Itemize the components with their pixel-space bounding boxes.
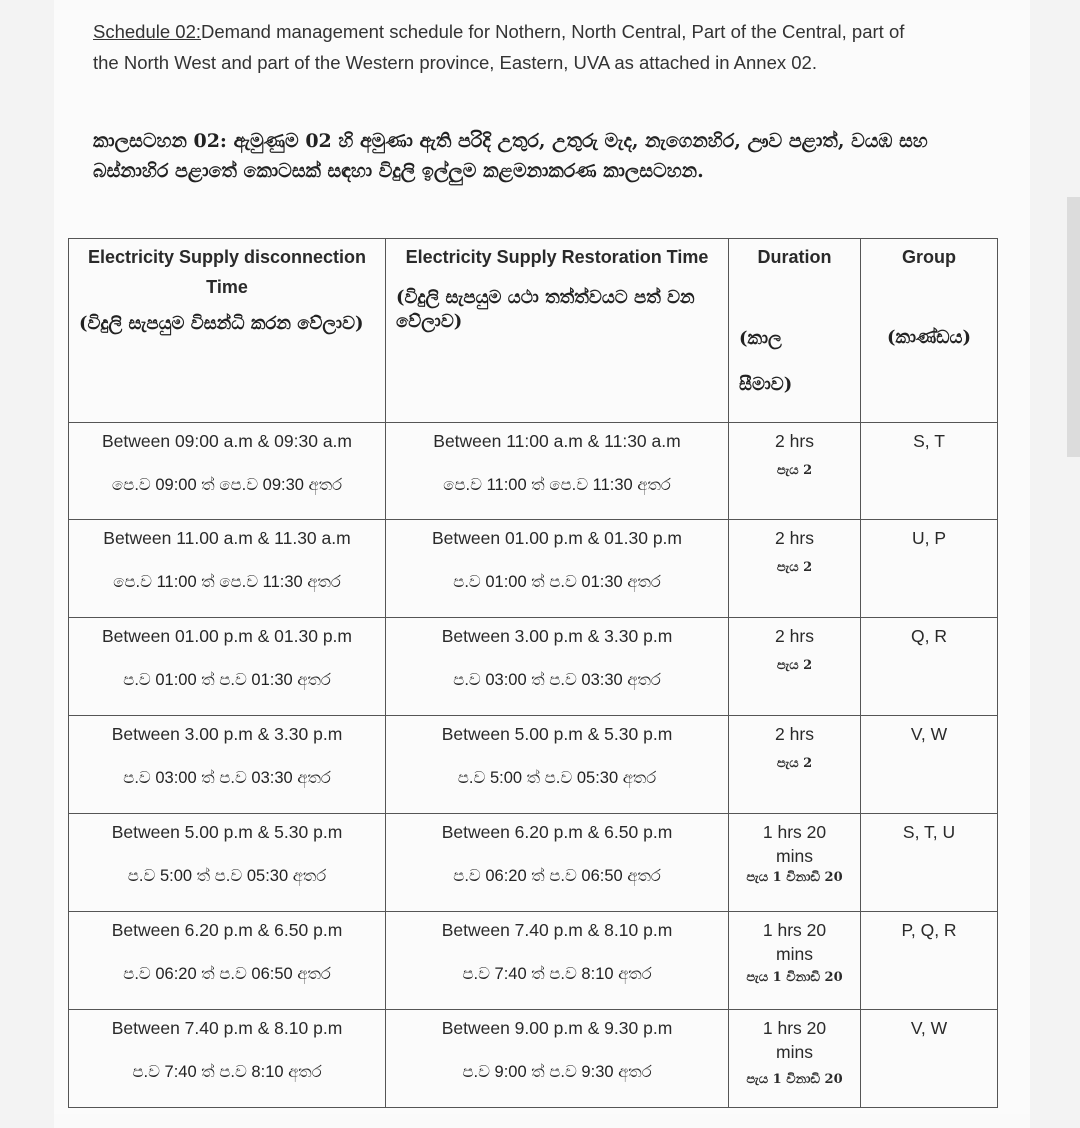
- header-disconnection-si: (විදුලි සැපයුම විසන්ධි කරන වේලාව): [79, 313, 364, 334]
- header-group-en: Group: [902, 247, 956, 267]
- cell-restoration: [386, 520, 729, 618]
- restoration-en: Between 5.00 p.m & 5.30 p.m: [441, 724, 673, 744]
- restoration-si: ප.ව 01:00 ත් ප.ව 01:30 අතර: [453, 573, 661, 591]
- disconnection-en: Between 01.00 p.m & 01.30 p.m: [101, 626, 353, 646]
- duration-si: පැය 1 විනාඩි 20: [746, 970, 843, 985]
- cell-disconnection: [69, 1010, 386, 1108]
- header-duration-en: Duration: [757, 247, 832, 267]
- duration-si: පැය 2: [776, 560, 813, 575]
- duration-en: 1 hrs 20 mins: [762, 1018, 827, 1062]
- scrollbar-thumb[interactable]: [1067, 197, 1080, 457]
- group-value: P, Q, R: [901, 920, 957, 940]
- cell-disconnection: [69, 520, 386, 618]
- cell-disconnection: [69, 716, 386, 814]
- disconnection-en: Between 11.00 a.m & 11.30 a.m: [103, 528, 351, 548]
- cell-group: [861, 716, 998, 814]
- header-disconnection: [69, 239, 386, 423]
- cell-duration: [729, 1010, 861, 1108]
- cell-group: [861, 520, 998, 618]
- duration-si: පැය 1 විනාඩි 20: [746, 870, 843, 885]
- group-value: S, T: [913, 431, 945, 451]
- cell-disconnection: [69, 814, 386, 912]
- schedule-description: Demand management schedule for Nothern, North Central, Part of the Central, part of the North West and part of the Western province, Eastern, UVA as attached in Annex 02.: [93, 21, 905, 73]
- disconnection-si: ප.ව 06:20 ත් ප.ව 06:50 අතර: [123, 965, 331, 983]
- schedule-table: [68, 238, 998, 1108]
- group-value: V, W: [910, 724, 948, 744]
- table-row: [69, 814, 998, 912]
- disconnection-en: Between 09:00 a.m & 09:30 a.m: [101, 431, 353, 451]
- cell-duration: [729, 618, 861, 716]
- disconnection-en: Between 7.40 p.m & 8.10 p.m: [111, 1018, 343, 1038]
- schedule-label: Schedule 02:: [93, 21, 202, 42]
- restoration-en: Between 11:00 a.m & 11:30 a.m: [433, 431, 681, 451]
- disconnection-si: ප.ව 5:00 ත් ප.ව 05:30 අතර: [127, 867, 327, 885]
- cell-duration: [729, 912, 861, 1010]
- cell-group: [861, 618, 998, 716]
- header-group-si: (කාණ්ඩය): [886, 327, 972, 348]
- cell-duration: [729, 716, 861, 814]
- schedule-title-english: [93, 16, 933, 78]
- disconnection-en: Between 3.00 p.m & 3.30 p.m: [111, 724, 343, 744]
- cell-duration: [729, 814, 861, 912]
- duration-en: 2 hrs: [775, 528, 814, 548]
- restoration-en: Between 9.00 p.m & 9.30 p.m: [441, 1018, 673, 1038]
- cell-restoration: [386, 1010, 729, 1108]
- cell-group: [861, 814, 998, 912]
- header-duration: [729, 239, 861, 423]
- header-restoration: [386, 239, 729, 423]
- cell-restoration: [386, 423, 729, 520]
- restoration-si: ප.ව 7:40 ත් ප.ව 8:10 අතර: [462, 965, 652, 983]
- cell-restoration: [386, 912, 729, 1010]
- group-value: U, P: [911, 528, 947, 548]
- restoration-en: Between 7.40 p.m & 8.10 p.m: [441, 920, 673, 940]
- header-restoration-si: (විදුලි සැපයුම යථා තත්ත්වයට පත් වන වේලාව): [396, 287, 695, 332]
- table-row: [69, 1010, 998, 1108]
- cell-disconnection: [69, 423, 386, 520]
- disconnection-en: Between 5.00 p.m & 5.30 p.m: [111, 822, 343, 842]
- table-row: [69, 423, 998, 520]
- cell-restoration: [386, 618, 729, 716]
- restoration-si: ප.ව 03:00 ත් ප.ව 03:30 අතර: [453, 671, 661, 689]
- table-row: [69, 520, 998, 618]
- restoration-en: Between 01.00 p.m & 01.30 p.m: [431, 528, 683, 548]
- cell-restoration: [386, 814, 729, 912]
- cell-duration: [729, 423, 861, 520]
- restoration-si: ප.ව 9:00 ත් ප.ව 9:30 අතර: [462, 1063, 652, 1081]
- cell-group: [861, 1010, 998, 1108]
- header-disconnection-en: Electricity Supply disconnection Time: [87, 247, 367, 297]
- duration-si: පැය 2: [776, 463, 813, 478]
- cell-disconnection: [69, 618, 386, 716]
- disconnection-si: ප.ව 7:40 ත් ප.ව 8:10 අතර: [132, 1063, 322, 1081]
- disconnection-si: ප.ව 01:00 ත් ප.ව 01:30 අතර: [123, 671, 331, 689]
- table-row: [69, 912, 998, 1010]
- duration-en: 2 hrs: [775, 626, 814, 646]
- duration-en: 2 hrs: [775, 431, 814, 451]
- cell-disconnection: [69, 912, 386, 1010]
- schedule-title-sinhala: කාලසටහන 02: ඇමුණුම 02 හි අමුණා ඇති පරිදි උතුර, උතුරු මැද, නැගෙනහිර, ඌව පළාත්, වයඹ සහ බස්නාහිර පළාතේ කොටසක් සඳහා විදුලි ඉල්ලුම කළමනාකරණ කාලසටහන.: [93, 130, 928, 182]
- cell-group: [861, 423, 998, 520]
- cell-group: [861, 912, 998, 1010]
- header-group: [861, 239, 998, 423]
- disconnection-si: පෙ.ව 11:00 ත් පෙ.ව 11:30 අතර: [113, 573, 341, 591]
- duration-en: 1 hrs 20 mins: [762, 920, 827, 964]
- header-duration-si: (කාල සීමාව): [739, 328, 793, 395]
- restoration-si: පෙ.ව 11:00 ත් පෙ.ව 11:30 අතර: [443, 476, 671, 494]
- duration-si: පැය 2: [776, 658, 813, 673]
- table-header-row: [69, 239, 998, 423]
- duration-en: 2 hrs: [775, 724, 814, 744]
- table-row: [69, 716, 998, 814]
- cell-duration: [729, 520, 861, 618]
- group-value: S, T, U: [902, 822, 956, 842]
- duration-en: 1 hrs 20 mins: [762, 822, 827, 866]
- disconnection-si: පෙ.ව 09:00 ත් පෙ.ව 09:30 අතර: [111, 476, 343, 494]
- restoration-en: Between 3.00 p.m & 3.30 p.m: [441, 626, 673, 646]
- cell-restoration: [386, 716, 729, 814]
- duration-si: පැය 1 විනාඩි 20: [746, 1072, 843, 1087]
- restoration-si: ප.ව 06:20 ත් ප.ව 06:50 අතර: [453, 867, 661, 885]
- table-row: [69, 618, 998, 716]
- restoration-en: Between 6.20 p.m & 6.50 p.m: [441, 822, 673, 842]
- header-restoration-en: Electricity Supply Restoration Time: [405, 247, 709, 267]
- group-value: V, W: [910, 1018, 948, 1038]
- disconnection-si: ප.ව 03:00 ත් ප.ව 03:30 අතර: [123, 769, 331, 787]
- duration-si: පැය 2: [776, 756, 813, 771]
- disconnection-en: Between 6.20 p.m & 6.50 p.m: [111, 920, 343, 940]
- restoration-si: ප.ව 5:00 ත් ප.ව 05:30 අතර: [457, 769, 657, 787]
- group-value: Q, R: [911, 626, 947, 646]
